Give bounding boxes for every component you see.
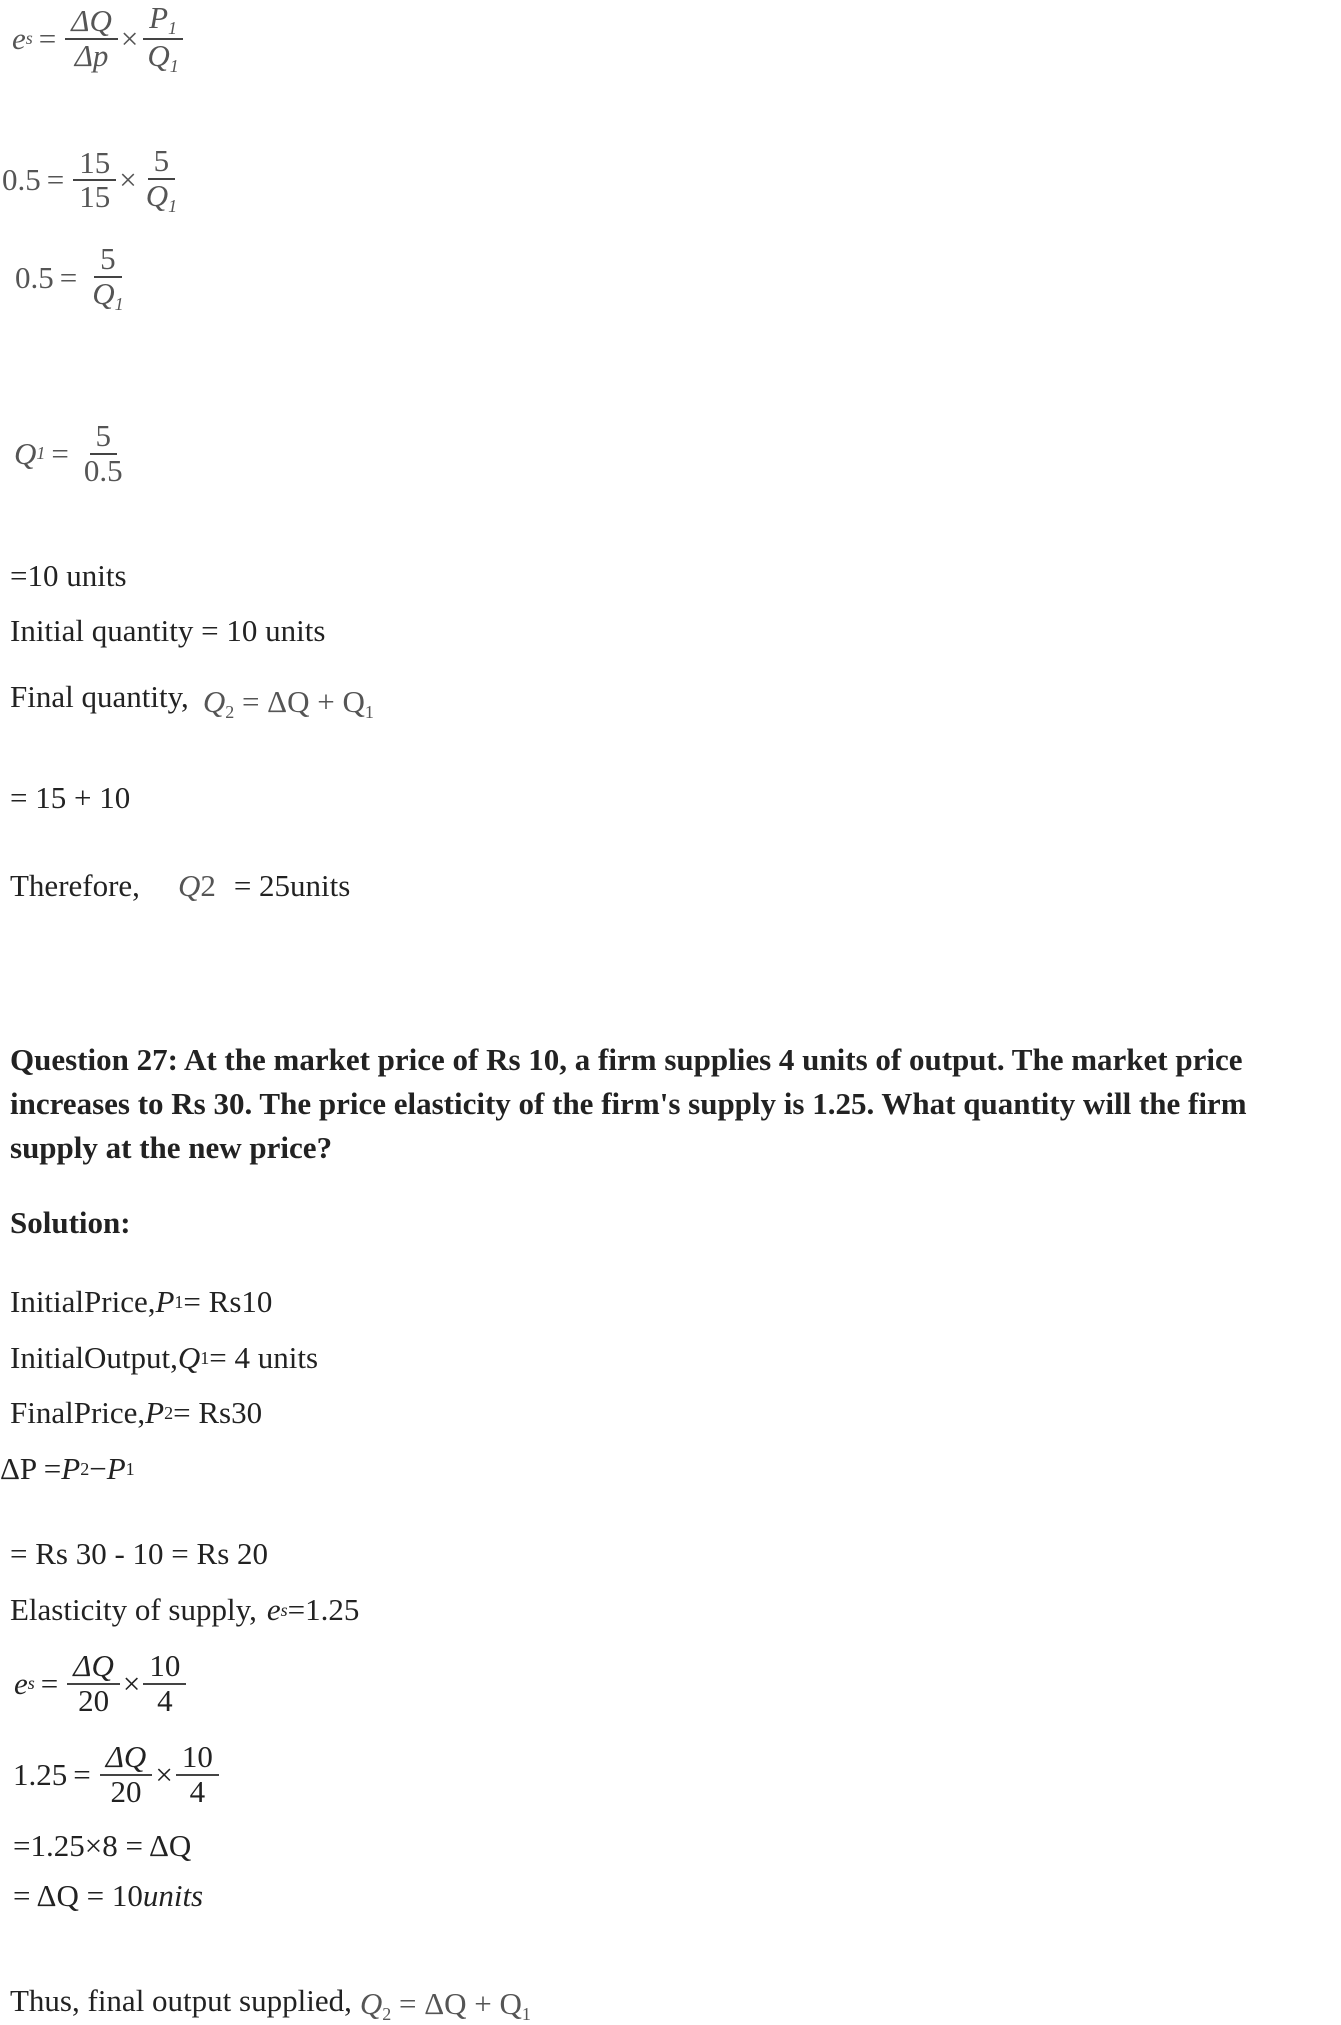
numerator: ΔQ	[100, 1741, 153, 1776]
equation-1: e s = $\frac{\Delta Q}{20}$ × $\frac{10}{4}$	[14, 1650, 189, 1717]
numerator: 15	[73, 147, 116, 182]
sub: s	[27, 1673, 35, 1694]
lhs: 1.25	[13, 1756, 68, 1792]
sub: 1	[521, 2004, 531, 2024]
var: P	[149, 0, 168, 35]
denominator: 20	[78, 1682, 110, 1718]
sub: 1	[114, 293, 124, 314]
label: InitialOutput,	[10, 1340, 178, 1375]
fraction	[78, 420, 129, 487]
denominator: 15	[79, 179, 111, 215]
var: e	[12, 20, 26, 56]
sub: s	[280, 1599, 288, 1620]
final-quantity-line	[10, 670, 374, 723]
lhs: 0.5	[15, 260, 54, 296]
denominator: 20	[110, 1773, 142, 1809]
equation-4	[13, 1878, 203, 1914]
var: P	[145, 1395, 165, 1430]
delta-p-value: = Rs 30 - 10 = Rs 20	[10, 1536, 269, 1571]
var: Q	[14, 435, 37, 471]
formula	[360, 1986, 531, 2025]
sub: 1	[169, 55, 179, 76]
fraction	[67, 1650, 120, 1717]
thus-line	[10, 1976, 531, 2025]
denominator: 0.5	[83, 452, 123, 488]
denominator	[86, 275, 129, 314]
step3-equation: Q 1 = $\frac{5}{0.5}$	[14, 420, 132, 487]
fraction	[140, 145, 183, 215]
numerator: ΔQ	[65, 5, 118, 40]
var: Q	[177, 868, 201, 903]
initial-output-line	[10, 1340, 318, 1376]
lhs: ΔP =	[0, 1451, 62, 1486]
label: InitialPrice,	[10, 1284, 156, 1319]
var: Q	[202, 684, 226, 719]
fraction	[65, 5, 118, 72]
fraction	[141, 2, 184, 76]
var: e	[266, 1592, 281, 1627]
denominator: 4	[157, 1682, 173, 1718]
initial-price-line	[10, 1284, 272, 1320]
numerator	[143, 2, 183, 40]
label: Elasticity of supply,	[10, 1592, 257, 1627]
var: e	[14, 1665, 28, 1701]
sub: 1	[168, 195, 178, 216]
therefore-line	[10, 868, 350, 904]
sub: 2	[164, 1402, 174, 1423]
numerator: 10	[176, 1741, 219, 1776]
times: ×	[120, 20, 139, 56]
equation-3: =1.25×8 = ΔQ	[13, 1828, 192, 1863]
unit: units	[142, 1878, 204, 1913]
equation-2: 1.25 = $\frac{\Delta Q}{20}$ × $\frac{10}{4}$	[13, 1741, 222, 1808]
var: Q	[92, 275, 115, 311]
numerator: 10	[143, 1650, 186, 1685]
rhs: = ΔQ + Q	[241, 684, 365, 719]
elasticity-formula	[12, 2, 188, 76]
fraction	[86, 243, 129, 313]
denominator	[140, 177, 183, 216]
sub: 1	[174, 1291, 184, 1312]
var: Q	[359, 1986, 383, 2021]
sub: 1	[168, 18, 177, 38]
value: = Rs30	[173, 1395, 263, 1430]
lhs: 0.5	[2, 162, 41, 198]
label: FinalPrice,	[10, 1395, 146, 1430]
denominator	[141, 37, 184, 76]
denominator: Δp	[74, 37, 109, 73]
fraction	[176, 1741, 219, 1808]
numerator: 5	[148, 145, 176, 180]
numerator: 5	[94, 243, 122, 278]
value: = 4 units	[209, 1340, 319, 1375]
var: P	[106, 1451, 126, 1486]
delta-p-line	[0, 1451, 135, 1487]
fraction	[143, 1650, 186, 1717]
sub: 1	[36, 443, 46, 464]
formula	[203, 684, 374, 723]
question-27: Question 27: At the market price of Rs 10, a firm supplies 4 units of output. The market price increases to Rs 30. The price elasticity of the firm's supply is 1.25. What quantity will the firm supply at the new price?	[10, 1042, 1247, 1165]
label: Final quantity,	[10, 678, 189, 714]
var: Q	[147, 37, 170, 73]
solution-label: Solution:	[10, 1205, 131, 1240]
var: P	[61, 1451, 81, 1486]
final-price-line	[10, 1395, 262, 1431]
value: =1.25	[287, 1592, 360, 1627]
label: Therefore,	[10, 868, 140, 903]
value: = Rs10	[183, 1284, 273, 1319]
denominator: 4	[189, 1773, 206, 1809]
sum-line: = 15 + 10	[10, 780, 131, 815]
sub: 2	[382, 2004, 392, 2024]
sub: s	[25, 28, 33, 49]
sub: 1	[200, 1347, 210, 1368]
text: = ΔQ = 10	[13, 1878, 143, 1913]
numerator: ΔQ	[67, 1650, 120, 1685]
fraction	[73, 144, 116, 215]
var: P	[155, 1284, 175, 1319]
rhs: = ΔQ + Q	[398, 1986, 522, 2021]
step2-equation: 0.5 = $\frac{5}{Q_1}$	[15, 243, 133, 313]
fraction	[100, 1741, 153, 1808]
sub: 2	[80, 1458, 90, 1479]
sub: 1	[125, 1458, 135, 1479]
step1-equation: 0.5 = $\frac{15}{15}$ × $\frac{5}{Q_1}$	[2, 145, 186, 215]
equals: =	[38, 20, 57, 56]
elasticity-line	[10, 1592, 359, 1628]
label: Thus, final output supplied,	[10, 1982, 352, 2018]
value: = 25units	[233, 868, 351, 903]
result-line: =10 units	[10, 558, 127, 593]
sub: 2	[200, 868, 216, 903]
var: Q	[145, 177, 169, 213]
var: Q	[177, 1340, 201, 1375]
numerator: 5	[90, 420, 118, 455]
minus: −	[89, 1451, 107, 1486]
sub: 2	[225, 702, 235, 722]
initial-quantity-line: Initial quantity = 10 units	[10, 613, 326, 648]
sub: 1	[364, 702, 374, 722]
